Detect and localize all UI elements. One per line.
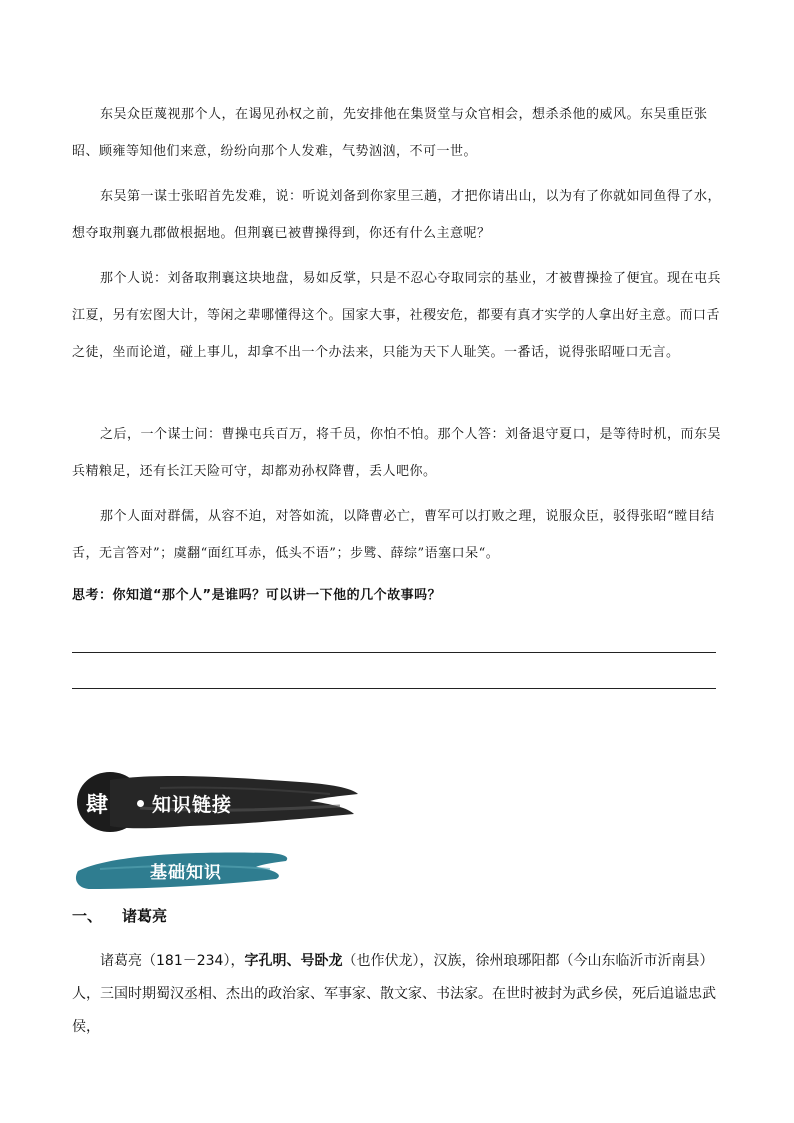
heading-number: 一、 bbox=[72, 907, 103, 925]
section-title: 知识链接 bbox=[152, 794, 233, 816]
story-paragraph-1: 东吴众臣蔑视那个人，在谒见孙权之前，先安排他在集贤堂与众官相会，想杀杀他的威风。东吴重臣张昭、顾雍等知他们来意，纷纷向那个人发难，气势汹汹，不可一世。 bbox=[72, 107, 708, 159]
story-paragraph-5: 那个人面对群儒，从容不迫，对答如流，以降曹必亡，曹军可以打败之理，说服众臣，驳得张昭“瞠目结舌，无言答对”；虞翻“面红耳赤，低头不语”；步骘、薛综”语塞口呆“。 bbox=[72, 509, 715, 561]
story-paragraph-4: 之后，一个谋士问：曹操屯兵百万，将千员，你怕不怕。那个人答：刘备退守夏口，是等待时机，而东吴兵精粮足，还有长江天险可守，却都劝孙权降曹，丢人吧你。 bbox=[72, 427, 722, 479]
section-dot bbox=[137, 800, 144, 807]
story-paragraph-3: 那个人说：刘备取荆襄这块地盘，易如反掌，只是不忍心夺取同宗的基业，才被曹操捡了便宜。现在屯兵江夏，另有宏图大计，等闲之辈哪懂得这个。国家大事，社稷安危，都要有真才实学的人拿出好主意。而口舌之徒，坐而论道，碰上事儿，却拿不出一个办法来，只能为天下人耻笑。一番话，说得张昭哑口无言。 bbox=[72, 271, 722, 360]
bio-part-1: 诸葛亮（181－234）， bbox=[100, 953, 245, 969]
subsection-title: 基础知识 bbox=[150, 863, 222, 883]
think-question: 思考：你知道“那个人”是谁吗？可以讲一下他的几个故事吗？ bbox=[72, 588, 442, 603]
bio-part-3: （也作伏龙），汉族，徐州琅琊阳都（今山东临沂市沂南县）人，三国时期蜀汉丞相、杰出的政治家、军事家、散文家、书法家。在世时被封为武乡侯，死后追谥忠武侯， bbox=[72, 953, 716, 1035]
answer-line-2 bbox=[72, 688, 716, 689]
bio-part-2-bold: 字孔明、号卧龙 bbox=[244, 953, 343, 969]
answer-line-1 bbox=[72, 652, 716, 653]
bio-paragraph bbox=[72, 945, 736, 1044]
heading-title: 诸葛亮 bbox=[122, 907, 168, 925]
section-number: 肆 bbox=[86, 792, 109, 818]
story-paragraph-2: 东吴第一谋士张昭首先发难，说：听说刘备到你家里三趟，才把你请出山，以为有了你就如同鱼得了水，想夺取荆襄九郡做根据地。但荆襄已被曹操得到，你还有什么主意呢？ bbox=[72, 189, 722, 241]
heading-zhuge-liang bbox=[72, 905, 167, 926]
